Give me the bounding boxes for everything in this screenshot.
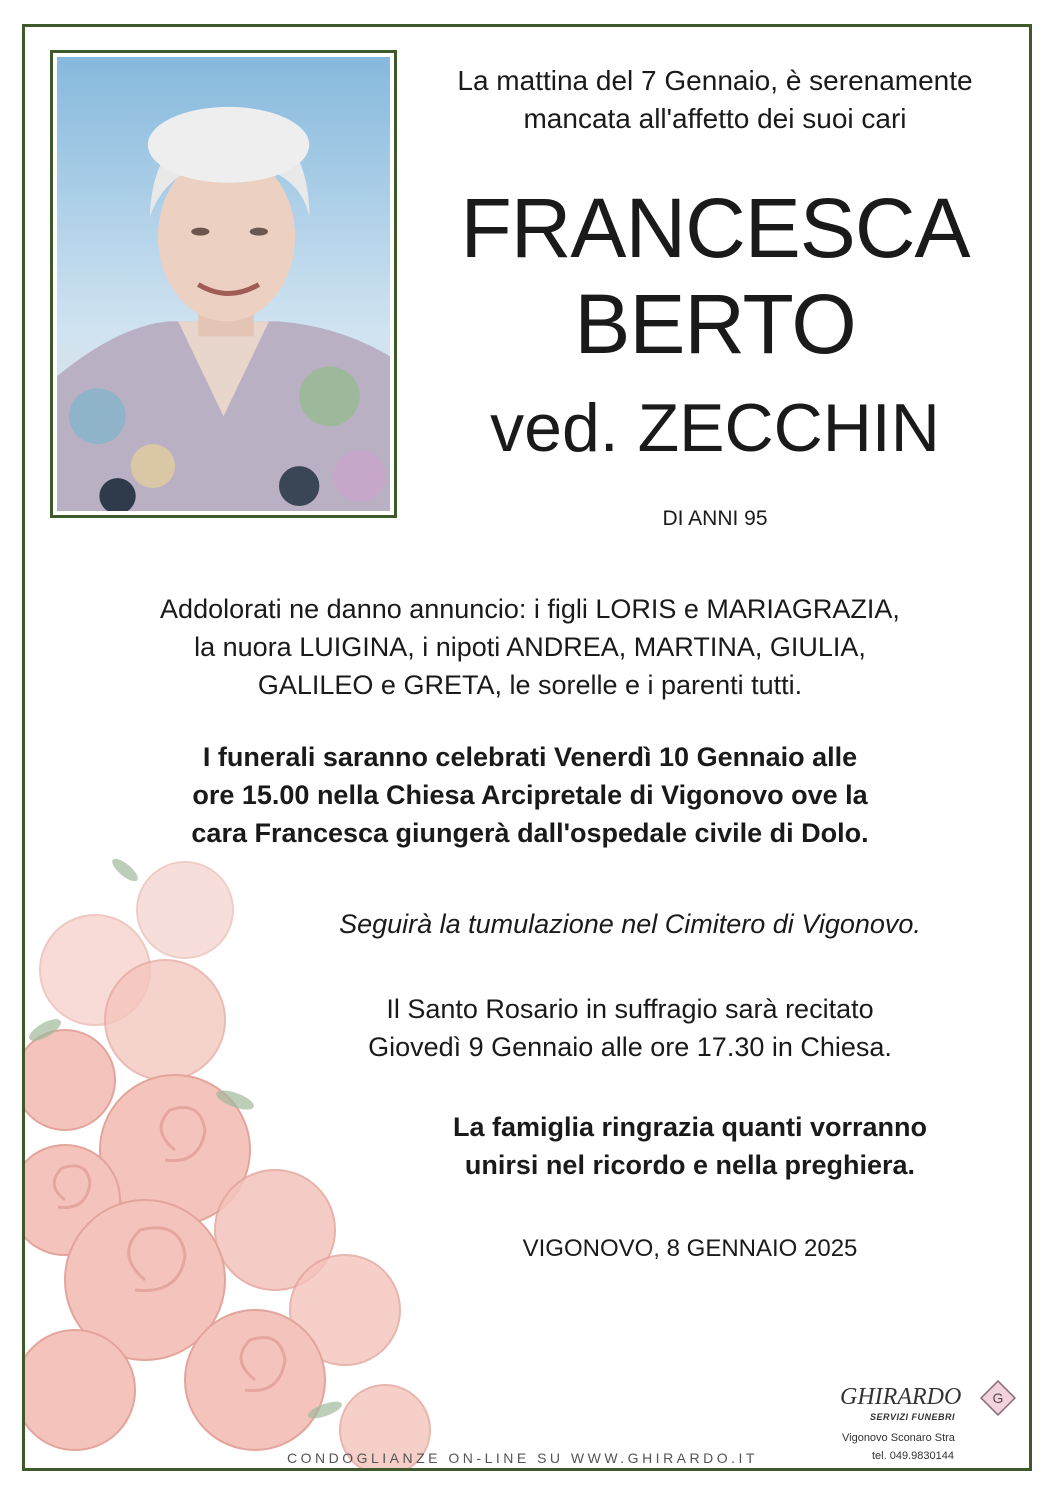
thanks-text [350,1108,1030,1184]
funeral-line: I funerali saranno celebrati Venerdì 10 Gennaio alle [202,742,858,772]
deceased-first-name: FRANCESCA [460,181,970,275]
condolences-link-text: CONDOGLIANZE ON-LINE SU WWW.GHIRARDO.IT [287,1450,758,1466]
deceased-married-name: ved. ZECCHIN [490,390,940,466]
intro-text [420,62,1010,138]
intro-line: mancata all'affetto dei suoi cari [523,103,907,134]
funeral-line: cara Francesca giungerà dall'ospedale civile di Dolo. [191,818,869,848]
deceased-last-name: BERTO [574,277,856,371]
logo-phone: tel. 049.9830144 [872,1450,954,1462]
logo-towns: Vigonovo Sconaro Stra [842,1432,955,1444]
logo-badge-icon [980,1380,1016,1416]
deceased-age: DI ANNI 95 [662,507,768,530]
logo-subtitle: SERVIZI FUNEBRI [870,1412,956,1422]
rosary-line: Giovedì 9 Gennaio alle ore 17.30 in Chiesa. [368,1032,892,1062]
intro-line: La mattina del 7 Gennaio, è serenamente [457,65,973,96]
announcement-line: la nuora LUIGINA, i nipoti ANDREA, MARTINA, GIULIA, [194,632,866,662]
funeral-home-logo [830,1378,1030,1468]
thanks-line: unirsi nel ricordo e nella preghiera. [464,1150,916,1180]
place-date: VIGONOVO, 8 GENNAIO 2025 [522,1235,858,1262]
portrait-frame [50,50,397,518]
announcement-line: GALILEO e GRETA, le sorelle e i parenti tutti. [257,670,803,700]
logo-name: GHIRARDO [840,1384,962,1410]
portrait-photo [57,57,390,511]
funeral-line: ore 15.00 nella Chiesa Arcipretale di Vigonovo ove la [192,780,868,810]
rosary-text [250,990,1010,1066]
rosary-line: Il Santo Rosario in suffragio sarà recitato [386,994,874,1024]
funeral-text [90,738,970,852]
burial-text: Seguirà la tumulazione nel Cimitero di Vigonovo. [339,909,921,939]
logo-badge-letter: G [992,1390,1004,1406]
announcement-line: Addolorati ne danno annuncio: i figli LORIS e MARIAGRAZIA, [160,594,900,624]
thanks-line: La famiglia ringrazia quanti vorranno [452,1112,928,1142]
announcement-text [90,590,970,704]
